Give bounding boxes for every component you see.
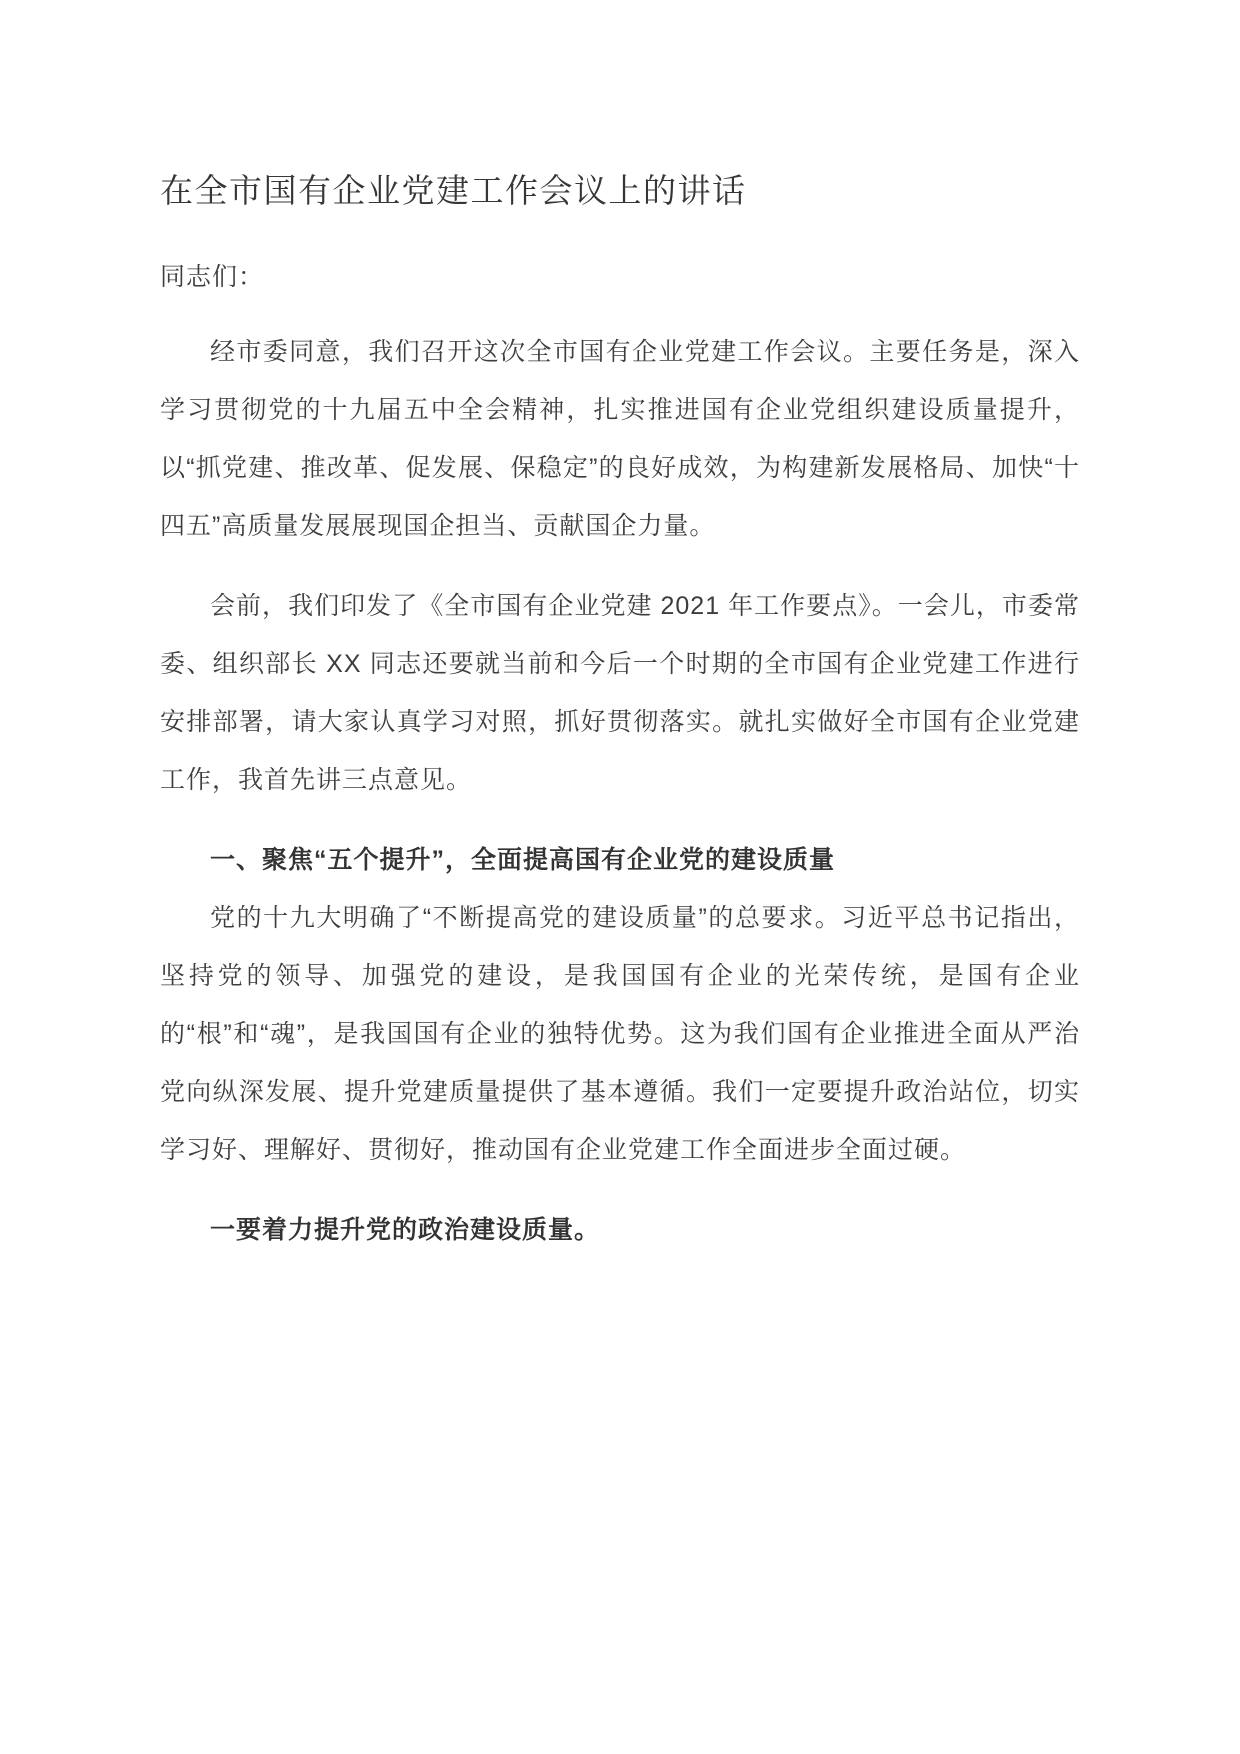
body-paragraph-3: 党的十九大明确了“不断提高党的建设质量”的总要求。习近平总书记指出，坚持党的领导、加强党的建设，是我国国有企业的光荣传统，是国有企业的“根”和“魂”，是我国国有企业的独特优势。这为我们国有企业推进全面从严治党向纵深发展、提升党建质量提供了基本遵循。我们一定要提升政治站位，切实学习好、理解好、贯彻好，推动国有企业党建工作全面进步全面过硬。 (160, 904, 1080, 1165)
section-heading-1: 一、聚焦“五个提升”，全面提高国有企业党的建设质量 (210, 846, 836, 875)
salutation-line: 同志们： (160, 263, 265, 292)
subpoint-heading-1: 一要着力提升党的政治建设质量。 (210, 1216, 601, 1245)
document-title: 在全市国有企业党建工作会议上的讲话 (160, 172, 747, 209)
body-paragraph-1: 经市委同意，我们召开这次全市国有企业党建工作会议。主要任务是，深入学习贯彻党的十九届五中全会精神，扎实推进国有企业党组织建设质量提升，以“抓党建、推改革、促发展、保稳定”的良好成效，为构建新发展格局、加快“十四五”高质量发展展现国企担当、贡献国企力量。 (160, 338, 1080, 541)
body-paragraph-2: 会前，我们印发了《全市国有企业党建 2021 年工作要点》。一会儿，市委常委、组织部长 XX 同志还要就当前和今后一个时期的全市国有企业党建工作进行安排部署，请大家认真学习对照，抓好贯彻落实。就扎实做好全市国有企业党建工作，我首先讲三点意见。 (160, 592, 1080, 795)
